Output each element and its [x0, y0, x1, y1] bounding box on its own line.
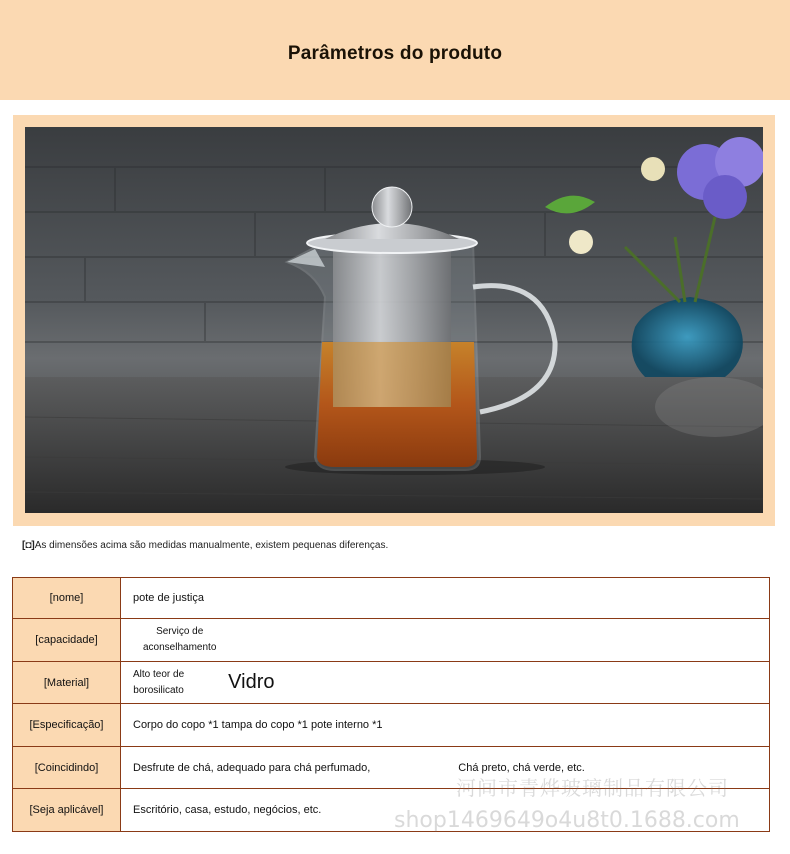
label-material: [Material]	[13, 662, 121, 704]
measurement-note	[22, 540, 388, 551]
value-name: pote de justiça	[121, 578, 770, 619]
table-row-matching	[13, 747, 770, 789]
watermark-company: 河间市青烨玻璃制品有限公司	[456, 776, 729, 800]
glass-teapot-photo	[25, 127, 763, 513]
value-applicable: Escritório, casa, estudo, negócios, etc.	[121, 789, 770, 832]
product-parameters-table	[12, 577, 770, 832]
page-title: Parâmetros do produto	[287, 43, 503, 64]
table-row-material	[13, 662, 770, 704]
capacity-line-2: aconselhamento	[143, 642, 217, 653]
matching-text-a: Desfrute de chá, adequado para chá perfumado,	[133, 761, 371, 774]
material-stack	[133, 667, 184, 699]
note-marker-icon: [◘]	[22, 540, 35, 551]
header-band	[0, 0, 790, 100]
label-matching: [Coincidindo]	[13, 747, 121, 789]
value-material	[121, 662, 770, 704]
table-row-capacity	[13, 619, 770, 662]
label-capacity: [capacidade]	[13, 619, 121, 662]
value-capacity	[121, 619, 770, 662]
table-row-name	[13, 578, 770, 619]
teapot-illustration	[25, 127, 763, 513]
value-specification: Corpo do copo *1 tampa do copo *1 pote interno *1	[121, 704, 770, 747]
photo-frame	[13, 115, 775, 526]
material-line-2: borosilicato	[133, 684, 184, 696]
value-matching	[121, 747, 770, 789]
note-text: As dimensões acima são medidas manualmente, existem pequenas diferenças.	[34, 540, 389, 551]
capacity-line-1: Serviço de	[156, 626, 204, 637]
material-line-1: Alto teor de	[133, 668, 185, 680]
capacity-stack	[143, 624, 216, 656]
table-row-applicable	[13, 789, 770, 832]
matching-text-b: Chá preto, chá verde, etc.	[458, 761, 585, 774]
material-main: Vidro	[228, 671, 275, 693]
label-name: [nome]	[13, 578, 121, 619]
watermark-shop-url: shop1469649o4u8t0.1688.com	[394, 808, 740, 833]
label-applicable: [Seja aplicável]	[13, 789, 121, 832]
table-row-specification	[13, 704, 770, 747]
label-specification: [Especificação]	[13, 704, 121, 747]
